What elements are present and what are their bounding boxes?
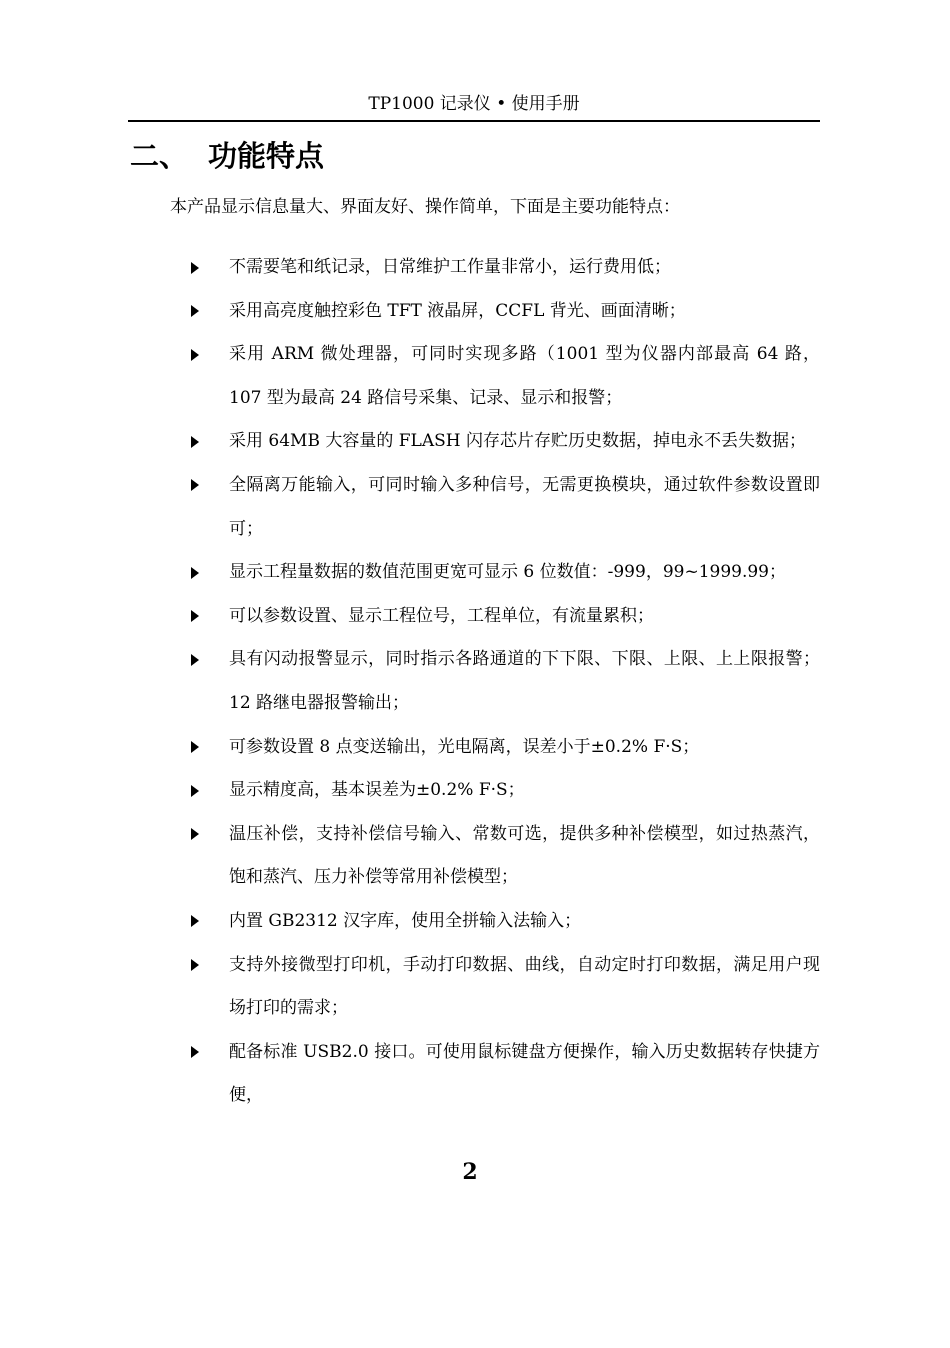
- right-triangle-bullet-icon: [188, 813, 229, 900]
- feature-text: 可参数设置 8 点变送输出，光电隔离，误差小于±0.2% F·S；: [229, 736, 700, 757]
- right-triangle-bullet-icon: [188, 595, 229, 639]
- running-header: TP1000 记录仪 • 使用手册: [368, 94, 580, 114]
- feature-text: 具有闪动报警显示，同时指示各路通道的下下限、下限、上限、上上限报警；12 路继电器报警输出；: [229, 649, 820, 713]
- right-triangle-bullet-icon: [188, 944, 229, 1031]
- feature-item: [188, 726, 820, 770]
- feature-text: 可以参数设置、显示工程位号，工程单位，有流量累积；: [229, 605, 654, 626]
- intro-paragraph: 本产品显示信息量大、界面友好、操作简单，下面是主要功能特点：: [170, 197, 680, 217]
- feature-text: 显示工程量数据的数值范围更宽可显示 6 位数值：-999，99~1999.99；: [229, 562, 786, 583]
- feature-text: 配备标准 USB2.0 接口。可使用鼠标键盘方便操作，输入历史数据转存快捷方便，: [229, 1041, 820, 1106]
- feature-item: [188, 900, 820, 944]
- feature-text: 采用 64MB 大容量的 FLASH 闪存芯片存贮历史数据，掉电永不丢失数据；: [229, 431, 806, 452]
- right-triangle-bullet-icon: [188, 769, 229, 813]
- feature-item: [188, 813, 820, 900]
- right-triangle-bullet-icon: [188, 420, 229, 464]
- right-triangle-bullet-icon: [188, 1031, 229, 1118]
- feature-text: 支持外接微型打印机，手动打印数据、曲线，自动定时打印数据，满足用户现场打印的需求；: [229, 954, 820, 1019]
- feature-item: [188, 333, 820, 420]
- section-number: 二、: [130, 139, 189, 173]
- right-triangle-bullet-icon: [188, 246, 229, 290]
- feature-item: [188, 944, 820, 1031]
- feature-text: 显示精度高，基本误差为±0.2% F·S；: [229, 780, 525, 801]
- section-title: 功能特点: [208, 139, 325, 173]
- feature-item: [188, 290, 820, 334]
- header-rule: [128, 120, 820, 122]
- right-triangle-bullet-icon: [188, 638, 229, 725]
- feature-text: 不需要笔和纸记录，日常维护工作量非常小，运行费用低；: [229, 257, 671, 277]
- right-triangle-bullet-icon: [188, 900, 229, 944]
- feature-item: [188, 595, 820, 639]
- section-heading: [130, 136, 324, 176]
- feature-text: 采用 ARM 微处理器，可同时实现多路（1001 型为仪器内部最高 64 路，107 型为最高 24 路信号采集、记录、显示和报警；: [229, 344, 820, 408]
- feature-item: [188, 638, 820, 725]
- feature-text: 温压补偿，支持补偿信号输入、常数可选，提供多种补偿模型，如过热蒸汽，饱和蒸汽、压力补偿等常用补偿模型；: [229, 823, 820, 888]
- feature-item: [188, 1031, 820, 1118]
- right-triangle-bullet-icon: [188, 726, 229, 770]
- feature-text: 采用高亮度触控彩色 TFT 液晶屏，CCFL 背光、画面清晰；: [229, 300, 686, 321]
- feature-item: [188, 420, 820, 464]
- feature-text: 内置 GB2312 汉字库，使用全拼输入法输入；: [229, 910, 582, 931]
- feature-item: [188, 464, 820, 551]
- right-triangle-bullet-icon: [188, 333, 229, 420]
- page-number: 2: [462, 1159, 478, 1185]
- right-triangle-bullet-icon: [188, 464, 229, 551]
- feature-text: 全隔离万能输入，可同时输入多种信号，无需更换模块，通过软件参数设置即可；: [229, 474, 820, 539]
- feature-item: [188, 246, 820, 290]
- feature-item: [188, 769, 820, 813]
- feature-item: [188, 551, 820, 595]
- feature-list: [188, 246, 820, 1118]
- right-triangle-bullet-icon: [188, 551, 229, 595]
- right-triangle-bullet-icon: [188, 290, 229, 334]
